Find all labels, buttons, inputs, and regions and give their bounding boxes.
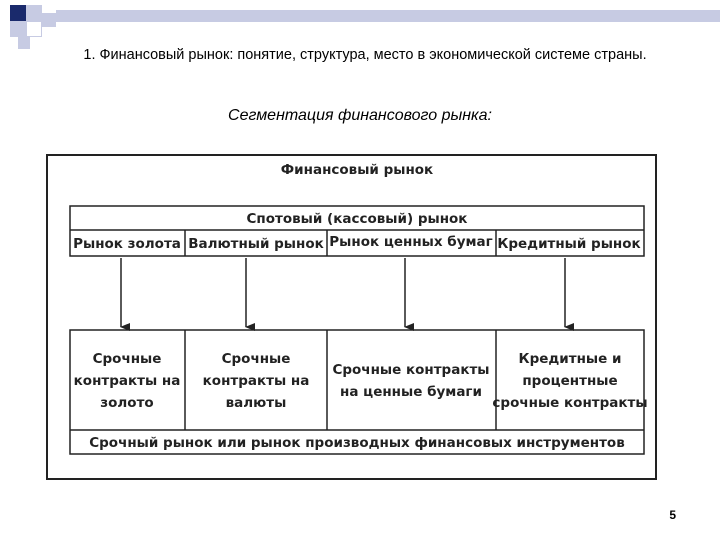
derivatives-market-label: Срочный рынок или рынок производных финансовых инструментов xyxy=(89,435,625,451)
futures-credit-line-2: процентные xyxy=(522,373,618,389)
futures-currency-line-2: контракты на xyxy=(202,373,310,389)
futures-securities-line-2: на ценные бумаги xyxy=(340,384,482,400)
spot-segment-securities: Рынок ценных бумаг xyxy=(329,234,493,250)
futures-securities-line-1: Срочные контракты xyxy=(332,362,490,378)
spot-segment-currency: Валютный рынок xyxy=(188,236,324,252)
futures-gold-line-1: Срочные xyxy=(92,351,162,367)
futures-currency-line-1: Срочные xyxy=(221,351,291,367)
spot-segment-credit: Кредитный рынок xyxy=(497,236,641,252)
page-number: 5 xyxy=(669,508,676,522)
slide-title: 1. Финансовый рынок: понятие, структура, место в экономической системе страны. xyxy=(83,47,647,63)
financial-market-label: Финансовый рынок xyxy=(280,162,434,178)
futures-currency-line-3: валюты xyxy=(225,395,287,411)
futures-credit-line-1: Кредитные и xyxy=(518,351,622,367)
futures-credit-line-3: срочные контракты xyxy=(492,395,648,411)
spot-segment-gold: Рынок золота xyxy=(73,236,181,252)
slide-subtitle: Сегментация финансового рынка: xyxy=(228,107,492,124)
spot-market-label: Спотовый (кассовый) рынок xyxy=(246,211,468,227)
futures-gold-line-3: золото xyxy=(100,395,154,411)
futures-gold-line-2: контракты на xyxy=(73,373,181,389)
